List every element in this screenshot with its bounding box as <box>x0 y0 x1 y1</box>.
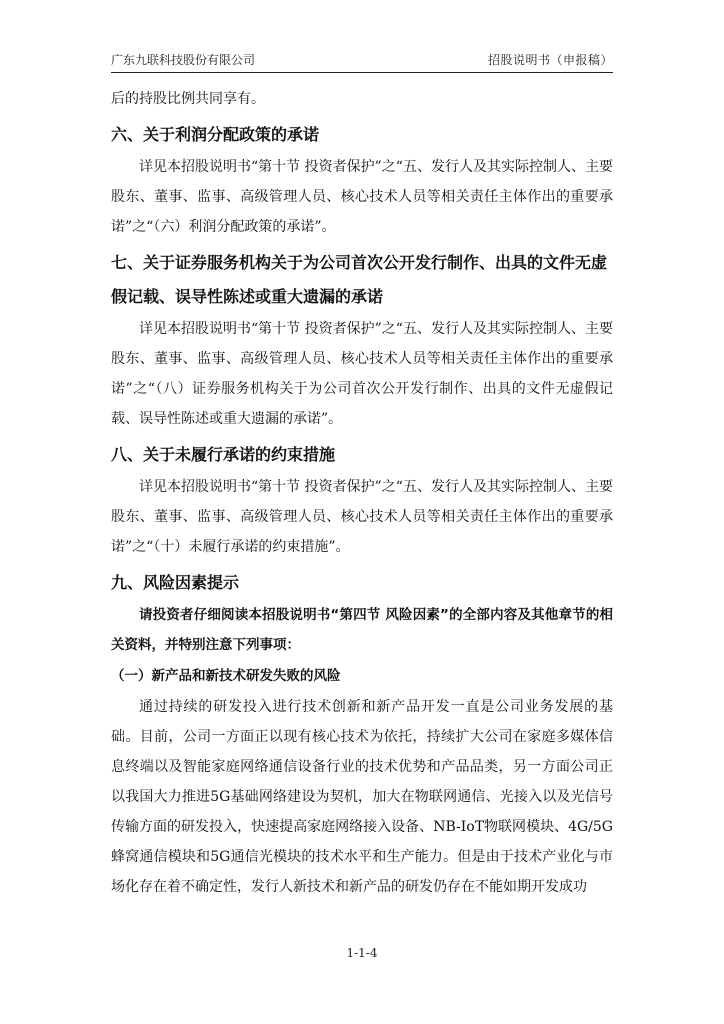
paragraph-continuation: 后的持股比例共同享有。 <box>111 91 265 107</box>
header-document-title: 招股说明书（申报稿） <box>487 53 613 67</box>
page-number: 1-1-4 <box>346 946 378 960</box>
section-heading-8: 八、关于未履行承诺的约束措施 <box>111 445 336 464</box>
paragraph-section-8: 详见本招股说明书“第十节 投资者保护”之“五、发行人及其实际控制人、主要股东、董事、监事、高级管理人员、核心技术人员等相关责任主体作出的重要承诺”之“（十）未履行承诺的约束措施”。 <box>111 479 613 555</box>
section-heading-7: 七、关于证券服务机构关于为公司首次公开发行制作、出具的文件无虚假记载、误导性陈述或重大遗漏的承诺 <box>111 253 608 306</box>
document-body <box>111 84 613 902</box>
subsection-heading-risk-1: （一）新产品和新技术研发失败的风险 <box>111 668 341 684</box>
paragraph-risk-1: 通过持续的研发投入进行技术创新和新产品开发一直是公司业务发展的基础。目前，公司一方面正以现有核心技术为依托，持续扩大公司在家庭多媒体信息终端以及智能家庭网络通信设备行业的技术优势和产品品类，另一方面公司正以我国大力推进5G基础网络建设为契机，加大在物联网通信、光接入以及光信号传输方面的研发投入，快速提高家庭网络接入设备、NB-IoT物联网模块、4G/5G蜂窝通信模块和5G通信光模块的技术水平和生产能力。但是由于技术产业化与市场化存在着不确定性，发行人新技术和新产品的研发仍存在不能如期开发成功 <box>111 699 613 895</box>
header-company-name: 广东九联科技股份有限公司 <box>111 53 256 67</box>
page-header <box>111 50 613 73</box>
paragraph-risk-intro: 请投资者仔细阅读本招股说明书“第四节 风险因素”的全部内容及其他章节的相关资料，并特别注意下列事项： <box>111 607 613 653</box>
section-heading-9: 九、风险因素提示 <box>111 573 240 592</box>
section-heading-6: 六、关于利润分配政策的承诺 <box>111 125 320 144</box>
paragraph-section-7: 详见本招股说明书“第十节 投资者保护”之“五、发行人及其实际控制人、主要股东、董事、监事、高级管理人员、核心技术人员等相关责任主体作出的重要承诺”之“（八）证券服务机构关于为公司首次公开发行制作、出具的文件无虚假记载、误导性陈述或重大遗漏的承诺”。 <box>111 321 613 427</box>
paragraph-section-6: 详见本招股说明书“第十节 投资者保护”之“五、发行人及其实际控制人、主要股东、董事、监事、高级管理人员、核心技术人员等相关责任主体作出的重要承诺”之“（六）利润分配政策的承诺”。 <box>111 159 613 235</box>
